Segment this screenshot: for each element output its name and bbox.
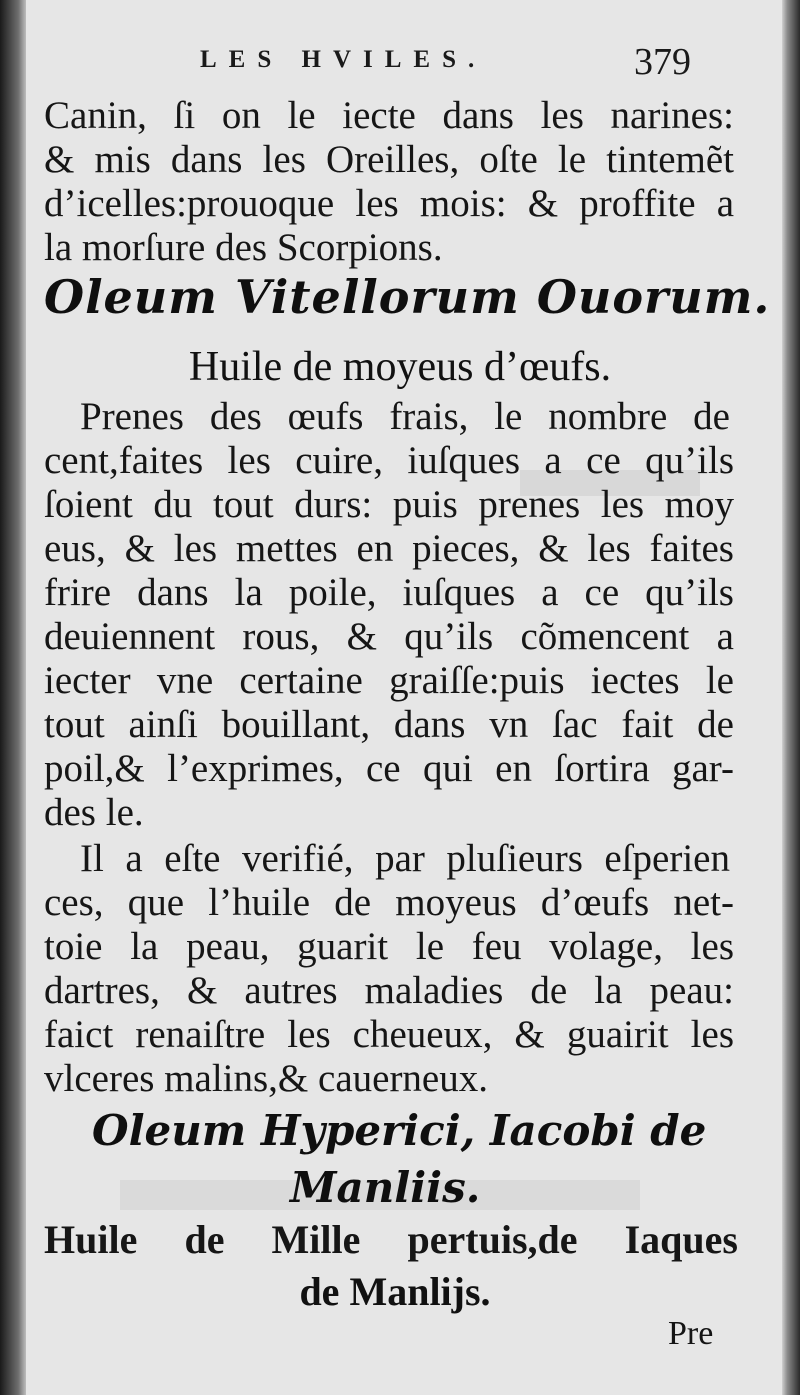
section-subtitle: Huile de Mille pertuis,de Iaques	[44, 1217, 738, 1262]
text-line: eus, & les mettes en pieces, & les faites	[44, 527, 734, 570]
text-line: Canin, ſi on le iecte dans les narines:	[44, 94, 734, 137]
section-subtitle: Huile de moyeus d’œufs.	[188, 344, 612, 390]
text-line: toie la peau, guarit le feu volage, les	[44, 925, 734, 968]
text-line: ſoient du tout durs: puis prenes les moy	[44, 483, 734, 526]
section-subtitle: de Manlijs.	[299, 1269, 491, 1314]
text-line: vlceres malins,& cauerneux.	[44, 1057, 488, 1100]
text-line: d’icelles:prouoque les mois: & proffite a	[44, 182, 734, 225]
text-line: la morſure des Scorpions.	[44, 226, 443, 269]
text-line: frire dans la poile, iuſques a ce qu’ils	[44, 571, 734, 614]
section-title: Oleum Vitellorum Ouorum.	[44, 270, 771, 324]
section-title: Manliis.	[290, 1163, 481, 1212]
text-line: poil,& l’exprimes, ce qui en ſortira gar-	[44, 747, 734, 790]
text-line: dartres, & autres maladies de la peau:	[44, 969, 734, 1012]
text-line: tout ainſi bouillant, dans vn ſac fait de	[44, 703, 734, 746]
text-line: cent,faites les cuire, iuſques a ce qu’ils	[44, 439, 734, 482]
right-page-edge	[782, 0, 800, 1395]
running-head: LES HVILES.	[200, 46, 487, 73]
text-line: faict renaiſtre les cheueux, & guairit les	[44, 1013, 734, 1056]
text-line: deuiennent rous, & qu’ils cõmencent a	[44, 615, 734, 658]
left-page-edge	[0, 0, 26, 1395]
text-line: iecter vne certaine graiſſe:puis iectes le	[44, 659, 734, 702]
text-line: & mis dans les Oreilles, oſte le tintemẽt	[44, 138, 734, 181]
section-title: Oleum Hyperici, Iacobi de	[92, 1106, 707, 1155]
text-line: Il a eſte verifié, par pluſieurs eſperien	[80, 837, 730, 880]
text-line: des le.	[44, 791, 144, 834]
catchword: Pre	[668, 1315, 714, 1352]
page-number: 379	[634, 41, 691, 83]
text-line: ces, que l’huile de moyeus d’œufs net-	[44, 881, 734, 924]
text-line: Prenes des œufs frais, le nombre de	[80, 395, 730, 438]
